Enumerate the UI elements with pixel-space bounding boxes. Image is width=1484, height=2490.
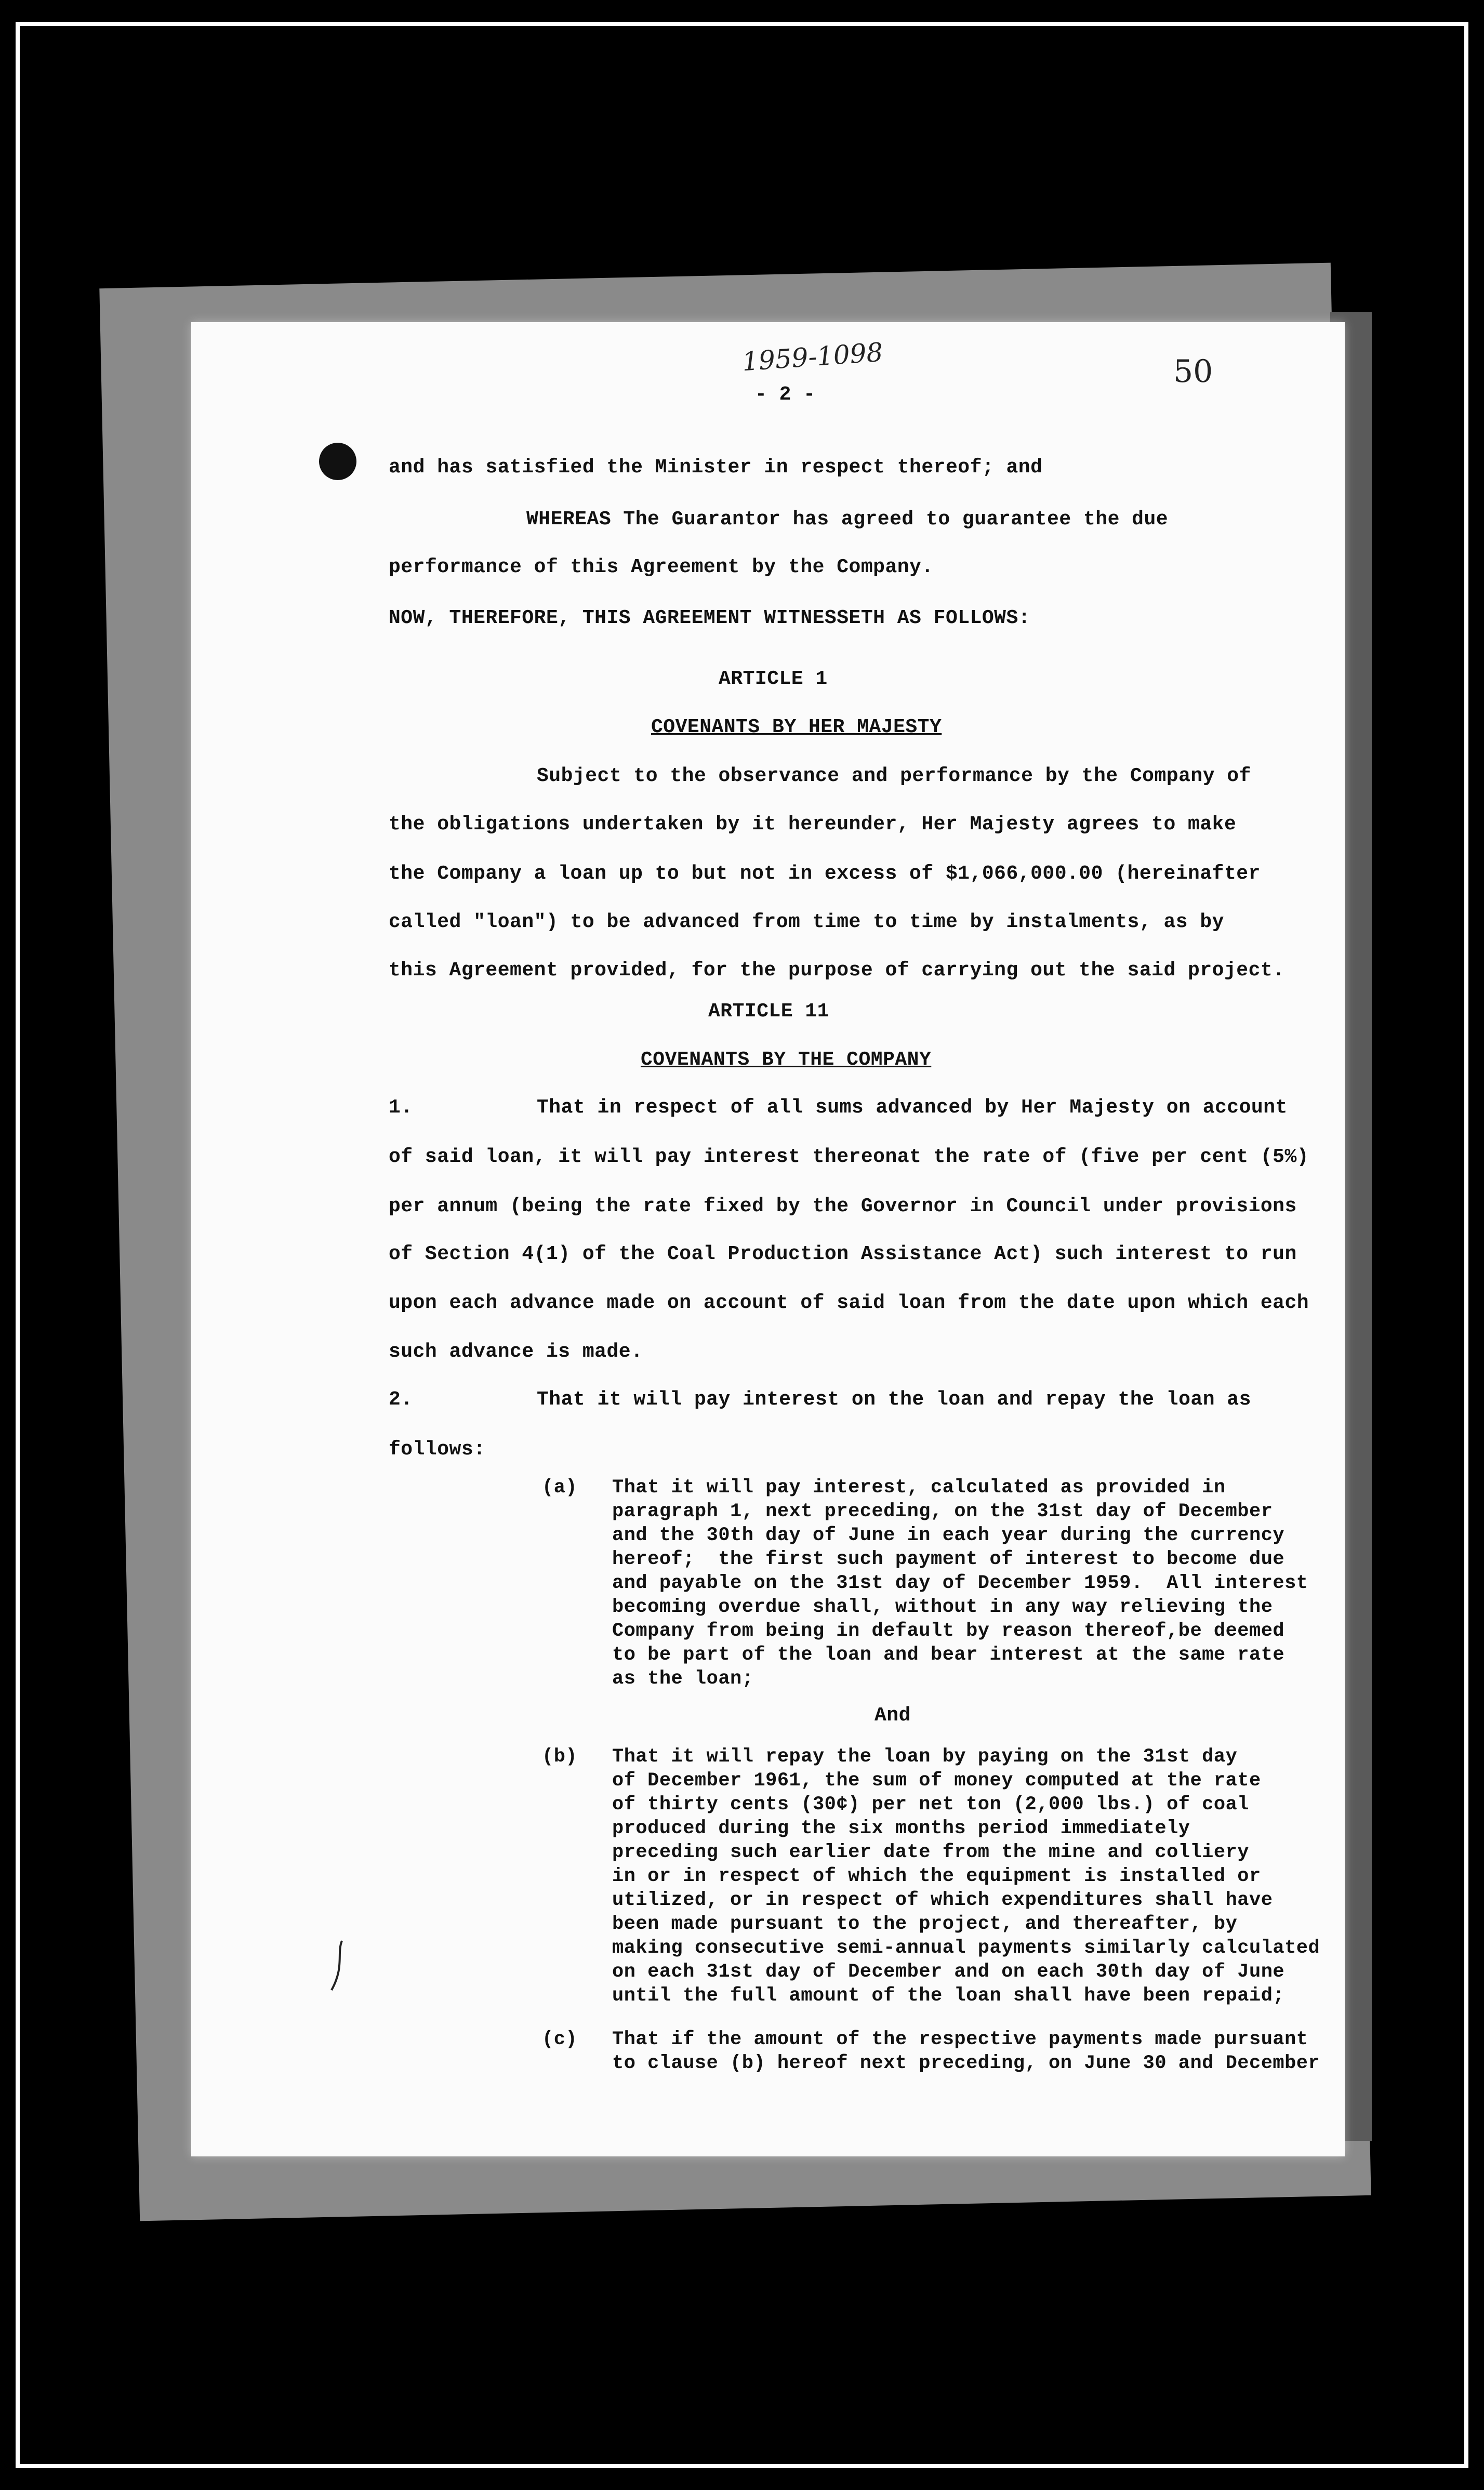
clause-2-number: 2. <box>389 1388 413 1411</box>
subclause-b-line-2: of December 1961, the sum of money computed at the rate <box>612 1770 1261 1792</box>
frame-border-left <box>16 22 20 2468</box>
clause-1-line-1: That in respect of all sums advanced by Her Majesty on account <box>537 1096 1288 1119</box>
recital-line-3: performance of this Agreement by the Company. <box>389 556 934 578</box>
subclause-b-line-8: been made pursuant to the project, and thereafter, by <box>612 1913 1238 1935</box>
subclause-a-line-5: and payable on the 31st day of December 1959. All interest <box>612 1572 1308 1594</box>
subclause-b-line-4: produced during the six months period immediately <box>612 1818 1190 1839</box>
subclause-a-line-3: and the 30th day of June in each year during the currency <box>612 1525 1285 1546</box>
page-marker: - 2 - <box>755 383 816 406</box>
article-1-line-5: this Agreement provided, for the purpose of carrying out the said project. <box>389 959 1285 982</box>
subclause-b-line-3: of thirty cents (30¢) per net ton (2,000 lbs.) of coal <box>612 1794 1249 1816</box>
subclause-a-line-8: to be part of the loan and bear interest at the same rate <box>612 1644 1285 1666</box>
handwritten-reference: 1959-1098 <box>741 337 884 377</box>
witnesseth-line: NOW, THEREFORE, THIS AGREEMENT WITNESSETH AS FOLLOWS: <box>389 607 1031 629</box>
frame-border-top <box>16 22 1468 26</box>
subclause-b-line-7: utilized, or in respect of which expenditures shall have <box>612 1889 1273 1911</box>
clause-2-line-1: That it will pay interest on the loan and repay the loan as <box>537 1388 1251 1411</box>
frame-border-bottom <box>16 2464 1468 2468</box>
and-connector: And <box>875 1704 911 1727</box>
recital-line-1: and has satisfied the Minister in respect thereof; and <box>389 456 1043 479</box>
article-1-line-1: Subject to the observance and performance by the Company of <box>537 765 1251 787</box>
article-1-subheading: COVENANTS BY HER MAJESTY <box>651 716 942 738</box>
subclause-c-line-1: That if the amount of the respective payments made pursuant <box>612 2029 1308 2050</box>
subclause-a-line-4: hereof; the first such payment of interest to become due <box>612 1548 1285 1570</box>
stamped-page-number: 50 <box>1173 353 1213 390</box>
subclause-a-line-2: paragraph 1, next preceding, on the 31st day of December <box>612 1501 1273 1522</box>
subclause-b-line-9: making consecutive semi-annual payments similarly calculated <box>612 1937 1320 1959</box>
clause-1-line-4: of Section 4(1) of the Coal Production Assistance Act) such interest to run <box>389 1243 1297 1265</box>
punch-hole-mark <box>319 443 356 480</box>
clause-1-line-5: upon each advance made on account of said loan from the date upon which each <box>389 1292 1309 1314</box>
article-11-heading: ARTICLE 11 <box>708 1000 830 1023</box>
document-page <box>191 322 1345 2156</box>
subclause-b-line-1: That it will repay the loan by paying on the 31st day <box>612 1746 1238 1768</box>
clause-1-line-6: such advance is made. <box>389 1341 643 1363</box>
recital-line-2: WHEREAS The Guarantor has agreed to guarantee the due <box>526 508 1169 531</box>
clause-1-line-2: of said loan, it will pay interest thereonat the rate of (five per cent (5%) <box>389 1146 1309 1168</box>
subclause-a-line-6: becoming overdue shall, without in any way relieving the <box>612 1596 1273 1618</box>
margin-pen-mark <box>321 1938 352 1995</box>
subclause-b-line-11: until the full amount of the loan shall have been repaid; <box>612 1985 1285 2007</box>
subclause-c-line-2: to clause (b) hereof next preceding, on June 30 and December <box>612 2052 1320 2074</box>
clause-1-number: 1. <box>389 1096 413 1119</box>
subclause-a-line-1: That it will pay interest, calculated as provided in <box>612 1477 1226 1499</box>
subclause-b-label: (b) <box>542 1746 578 1768</box>
article-1-line-3: the Company a loan up to but not in excess of $1,066,000.00 (hereinafter <box>389 863 1261 885</box>
subclause-a-line-7: Company from being in default by reason thereof,be deemed <box>612 1620 1285 1642</box>
subclause-a-label: (a) <box>542 1477 578 1499</box>
frame-border-right <box>1464 22 1468 2468</box>
subclause-b-line-10: on each 31st day of December and on each 30th day of June <box>612 1961 1285 1983</box>
article-11-subheading: COVENANTS BY THE COMPANY <box>641 1049 932 1071</box>
article-1-line-2: the obligations undertaken by it hereunder, Her Majesty agrees to make <box>389 813 1237 836</box>
subclause-a-line-9: as the loan; <box>612 1668 754 1690</box>
clause-1-line-3: per annum (being the rate fixed by the Governor in Council under provisions <box>389 1195 1297 1217</box>
subclause-c-label: (c) <box>542 2029 578 2050</box>
subclause-b-line-6: in or in respect of which the equipment is installed or <box>612 1865 1261 1887</box>
article-1-heading: ARTICLE 1 <box>719 668 828 690</box>
article-1-line-4: called "loan") to be advanced from time to time by instalments, as by <box>389 911 1224 933</box>
clause-2-line-2: follows: <box>389 1438 486 1461</box>
subclause-b-line-5: preceding such earlier date from the mine and colliery <box>612 1842 1249 1863</box>
